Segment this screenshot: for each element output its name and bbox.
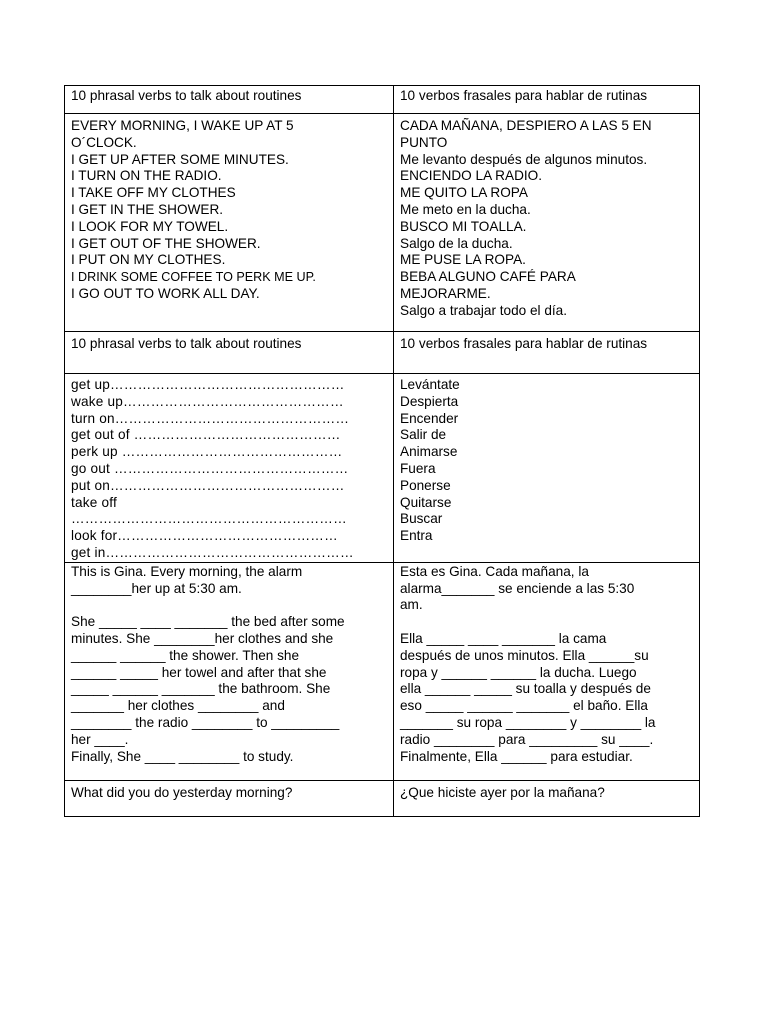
header-row-1 xyxy=(65,86,700,114)
right-line: ME PUSE LA ROPA. xyxy=(400,252,526,268)
story-line: alarma_______ se enciende a las 5:30 xyxy=(400,580,635,596)
phrasal-verbs-row xyxy=(65,374,700,563)
right-line: Salgo de la ducha. xyxy=(400,235,513,251)
left-line: EVERY MORNING, I WAKE UP AT 5 xyxy=(71,118,294,133)
gina-story-row xyxy=(65,562,700,780)
right-line: 10 verbos frasales para hablar de rutinas xyxy=(400,336,648,351)
routine-worksheet-table xyxy=(64,85,700,817)
story-line: después de unos minutos. Ella ______su xyxy=(400,647,649,663)
left-cell xyxy=(65,780,394,816)
story-line: ropa y ______ ______ la ducha. Luego xyxy=(400,664,637,680)
story-line: _____ ______ _______ the bathroom. She xyxy=(71,681,331,697)
story-line: minutes. She ________her clothes and she xyxy=(71,630,334,646)
story-line: ______ _____ her towel and after that she xyxy=(71,664,327,680)
right-cell xyxy=(394,332,700,374)
story-line xyxy=(400,614,693,631)
story-line: _______ her clothes ________ and xyxy=(71,698,285,714)
verb-line: go out …………………………………………… xyxy=(71,460,349,476)
left-line: I GET IN THE SHOWER. xyxy=(71,201,224,217)
story-line: She _____ ____ _______ the bed after some xyxy=(71,614,345,630)
verb-line: take off xyxy=(71,494,117,510)
left-line: I LOOK FOR MY TOWEL. xyxy=(71,218,229,234)
right-line: ENCIENDO LA RADIO. xyxy=(400,168,543,184)
translation-line: Salir de xyxy=(400,427,447,443)
left-cell xyxy=(65,86,394,114)
story-line: Esta es Gina. Cada mañana, la xyxy=(400,563,589,579)
right-cell xyxy=(394,114,700,332)
story-line: eso _____ ______ _______ el baño. Ella xyxy=(400,698,648,714)
verb-line: wake up………………………………………… xyxy=(71,393,344,409)
left-line: I PUT ON MY CLOTHES. xyxy=(71,252,226,268)
translation-line: Entra xyxy=(400,528,433,544)
right-cell xyxy=(394,780,700,816)
left-cell xyxy=(65,332,394,374)
question-line: What did you do yesterday morning? xyxy=(71,784,293,800)
translation-line: Buscar xyxy=(400,511,443,527)
verb-line: …………………………………………………… xyxy=(71,511,347,527)
left-line: 10 phrasal verbs to talk about routines xyxy=(71,88,302,103)
verb-line: get up…………………………………………… xyxy=(71,377,345,392)
right-line: PUNTO xyxy=(400,134,448,150)
translation-line: Ponerse xyxy=(400,477,451,493)
left-line: I TURN ON THE RADIO. xyxy=(71,168,222,184)
left-line: I TAKE OFF MY CLOTHES xyxy=(71,185,236,201)
story-line: am. xyxy=(400,597,423,613)
left-line: I DRINK SOME COFFEE TO PERK ME UP. xyxy=(71,270,316,285)
translation-line: Fuera xyxy=(400,460,436,476)
right-line: 10 verbos frasales para hablar de rutinas xyxy=(400,88,648,103)
right-line: Salgo a trabajar todo el día. xyxy=(400,302,568,318)
verb-line: get in……………………………………………… xyxy=(71,544,354,560)
right-cell xyxy=(394,374,700,563)
right-line: MEJORARME. xyxy=(400,285,491,301)
translation-line: Encender xyxy=(400,410,459,426)
verb-line: look for………………………………………… xyxy=(71,528,338,544)
translation-line: Quitarse xyxy=(400,494,452,510)
left-cell xyxy=(65,562,394,780)
verb-line: turn on…………………………………………… xyxy=(71,410,350,426)
story-line: ella ______ _____ su toalla y después de xyxy=(400,681,651,697)
verb-line: put on…………………………………………… xyxy=(71,477,345,493)
right-cell xyxy=(394,562,700,780)
right-line: ME QUITO LA ROPA xyxy=(400,185,528,201)
left-cell xyxy=(65,114,394,332)
translation-line: Despierta xyxy=(400,393,459,409)
header-row-2 xyxy=(65,332,700,374)
routine-sentences-row xyxy=(65,114,700,332)
left-line: I GO OUT TO WORK ALL DAY. xyxy=(71,285,260,301)
translation-line: Animarse xyxy=(400,444,458,460)
story-line: her ____. xyxy=(71,731,129,747)
left-line: O´CLOCK. xyxy=(71,134,137,150)
translation-line: Levántate xyxy=(400,377,460,392)
left-cell xyxy=(65,374,394,563)
story-line: Finally, She ____ ________ to study. xyxy=(71,748,294,764)
left-line: I GET UP AFTER SOME MINUTES. xyxy=(71,151,289,167)
story-line: radio ________ para _________ su ____. xyxy=(400,731,654,747)
question-row xyxy=(65,780,700,816)
story-line: ________her up at 5:30 am. xyxy=(71,580,242,596)
question-line: ¿Que hiciste ayer por la mañana? xyxy=(400,784,605,800)
story-line xyxy=(71,597,387,614)
right-line: BEBA ALGUNO CAFÉ PARA xyxy=(400,269,576,285)
story-line: _______ su ropa ________ y ________ la xyxy=(400,714,656,730)
story-line: This is Gina. Every morning, the alarm xyxy=(71,563,303,579)
right-line: Me meto en la ducha. xyxy=(400,201,531,217)
story-line: Finalmente, Ella ______ para estudiar. xyxy=(400,748,633,764)
right-line: Me levanto después de algunos minutos. xyxy=(400,151,648,167)
story-line: ________ the radio ________ to _________ xyxy=(71,714,340,730)
verb-line: get out of ……………………………………… xyxy=(71,427,341,443)
right-line: BUSCO MI TOALLA. xyxy=(400,218,527,234)
verb-line: perk up ………………………………………… xyxy=(71,444,343,460)
right-cell xyxy=(394,86,700,114)
story-line: Ella _____ ____ _______ la cama xyxy=(400,630,607,646)
left-line: 10 phrasal verbs to talk about routines xyxy=(71,336,302,351)
story-line: ______ ______ the shower. Then she xyxy=(71,647,300,663)
right-line: CADA MAÑANA, DESPIERO A LAS 5 EN xyxy=(400,118,652,133)
left-line: I GET OUT OF THE SHOWER. xyxy=(71,235,261,251)
